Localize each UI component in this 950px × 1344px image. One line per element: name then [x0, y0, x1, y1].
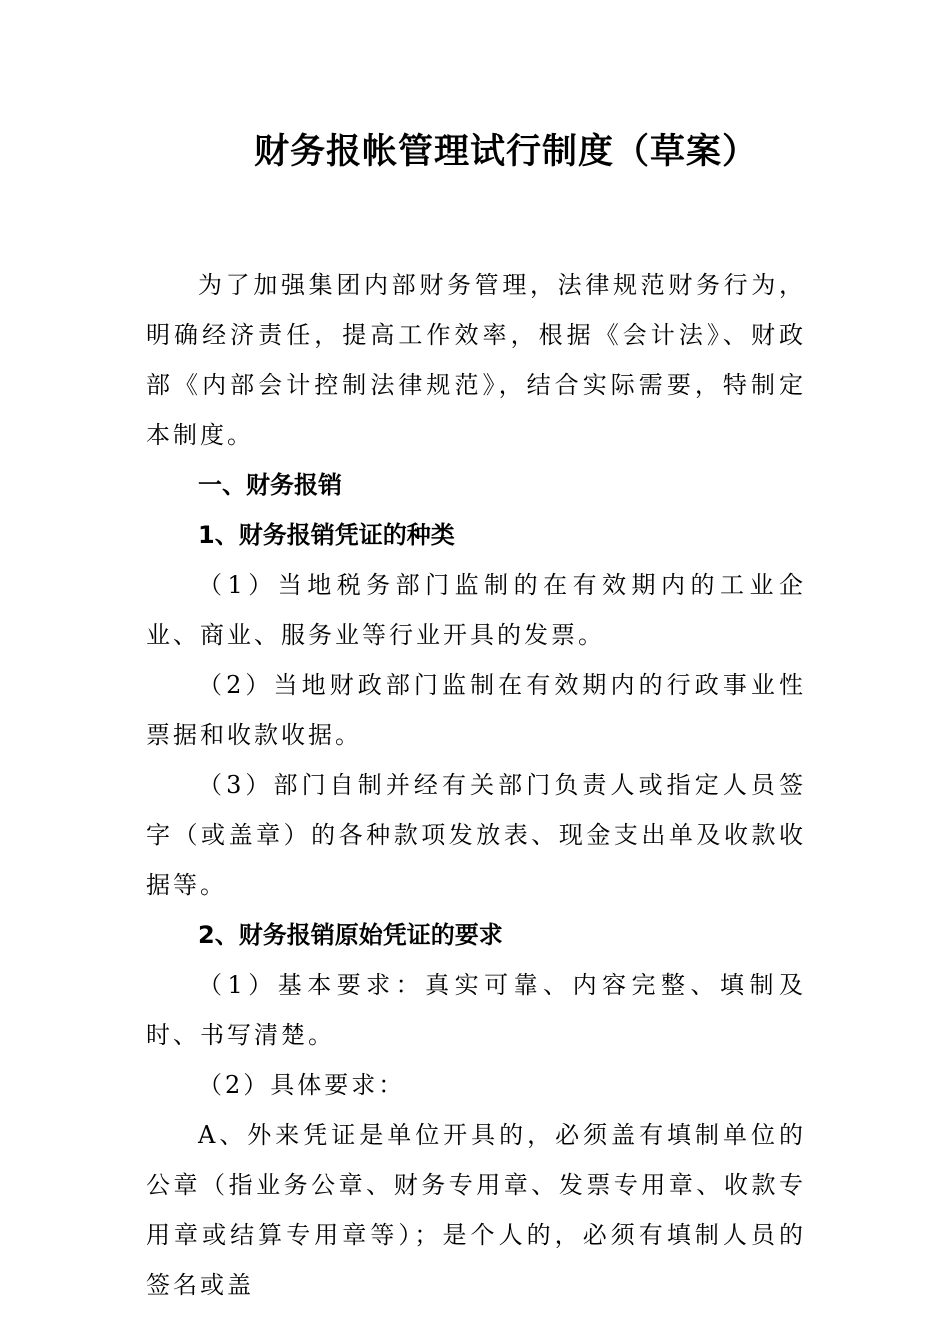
subsection-1-item-3: （3）部门自制并经有关部门负责人或指定人员签字（或盖章）的各种款项发放表、现金支出单及收款收据等。: [146, 771, 806, 899]
subsection-1-item-1: （1）当地税务部门监制的在有效期内的工业企 业、商业、服务业等行业开具的发票。: [146, 571, 806, 649]
subsection-2-item-2: （2）具体要求：: [198, 1071, 406, 1099]
subsection-1-item-2: （2）当地财政部门监制在有效期内的行政事业性票据和收款收据。: [146, 671, 806, 749]
subsection-2-item-1: （1）基本要求：真实可靠、内容完整、填制及时、书写清楚。: [146, 971, 806, 1049]
document-title: 财务报帐管理试行制度（草案）: [253, 132, 758, 172]
subsection-2-item-a: A、外来凭证是单位开具的，必须盖有填制单位的公章（指业务公章、财务专用章、发票专用章、收款专用章或结算专用章等）；是个人的，必须有填制人员的签名或盖: [146, 1121, 806, 1299]
section-1-heading: 一、财务报销: [198, 471, 342, 499]
intro-paragraph: 为了加强集团内部财务管理，法律规范财务行为，明确经济责任，提高工作效率，根据《会计法》、财政部《内部会计控制法律规范》，结合实际需要，特制定本制度。: [146, 271, 806, 449]
subsection-2-heading: 2、财务报销原始凭证的要求: [198, 921, 503, 949]
subsection-1-heading: 1、财务报销凭证的种类: [198, 521, 455, 549]
document-body: [146, 260, 806, 1310]
